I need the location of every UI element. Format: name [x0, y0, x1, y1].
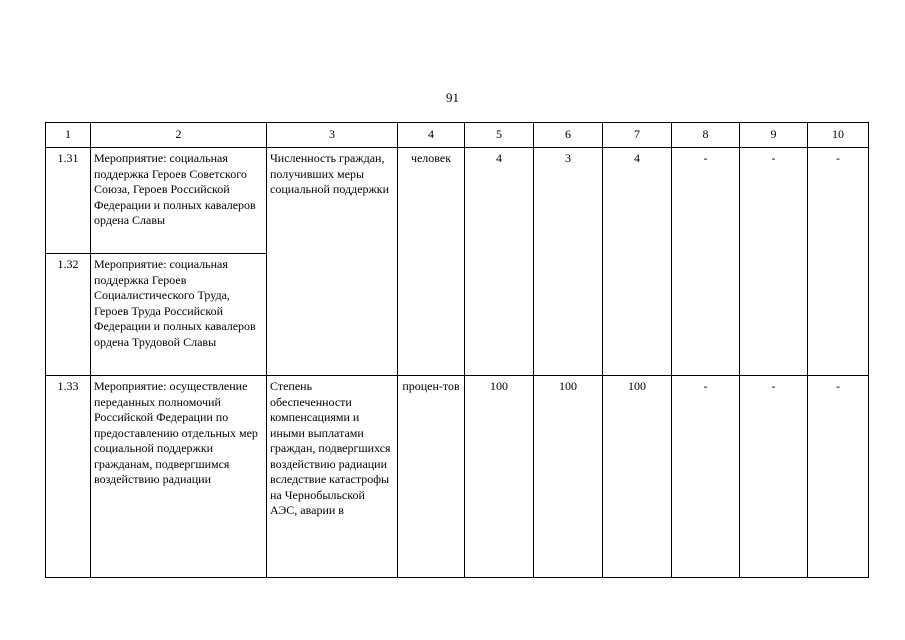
event-cell: Мероприятие: осуществление переданных полномочий Российской Федерации по предоставлению отдельных мер социальной поддержки гражданам, подвергшимся воздействию радиации: [91, 376, 267, 578]
header-cell: 3: [267, 123, 398, 148]
header-cell: 5: [465, 123, 534, 148]
event-cell: Мероприятие: социальная поддержка Героев Советского Союза, Героев Российской Федерации и полных кавалеров ордена Славы: [91, 148, 267, 254]
value-cell: -: [740, 376, 808, 578]
page-number: 91: [446, 90, 459, 105]
row-number: 1.32: [46, 254, 91, 376]
table-row: [46, 376, 869, 578]
header-cell: 4: [398, 123, 465, 148]
row-number: 1.31: [46, 148, 91, 254]
table-row: [46, 148, 869, 254]
header-cell: 10: [808, 123, 869, 148]
row-number: 1.33: [46, 376, 91, 578]
header-cell: 7: [603, 123, 672, 148]
header-cell: 1: [46, 123, 91, 148]
header-cell: 9: [740, 123, 808, 148]
value-cell: 4: [465, 148, 534, 376]
indicator-cell: Численность граждан, получивших меры социальной поддержки: [267, 148, 398, 376]
header-cell: 8: [672, 123, 740, 148]
value-cell: -: [672, 148, 740, 376]
value-cell: 100: [534, 376, 603, 578]
unit-cell: процен-тов: [398, 376, 465, 578]
value-cell: 100: [465, 376, 534, 578]
value-cell: -: [740, 148, 808, 376]
indicator-cell: Степень обеспеченности компенсациями и иными выплатами граждан, подвергшихся воздействию радиации вследствие катастрофы на Чернобыльской АЭС, аварии в: [267, 376, 398, 578]
event-cell: Мероприятие: социальная поддержка Героев Социалистического Труда, Героев Труда Российской Федерации и полных кавалеров ордена Трудовой Славы: [91, 254, 267, 376]
value-cell: 3: [534, 148, 603, 376]
value-cell: -: [672, 376, 740, 578]
value-cell: -: [808, 148, 869, 376]
header-cell: 6: [534, 123, 603, 148]
table-header-row: [46, 123, 869, 148]
value-cell: 4: [603, 148, 672, 376]
header-cell: 2: [91, 123, 267, 148]
unit-cell: человек: [398, 148, 465, 376]
value-cell: -: [808, 376, 869, 578]
value-cell: 100: [603, 376, 672, 578]
data-table: [45, 122, 869, 578]
